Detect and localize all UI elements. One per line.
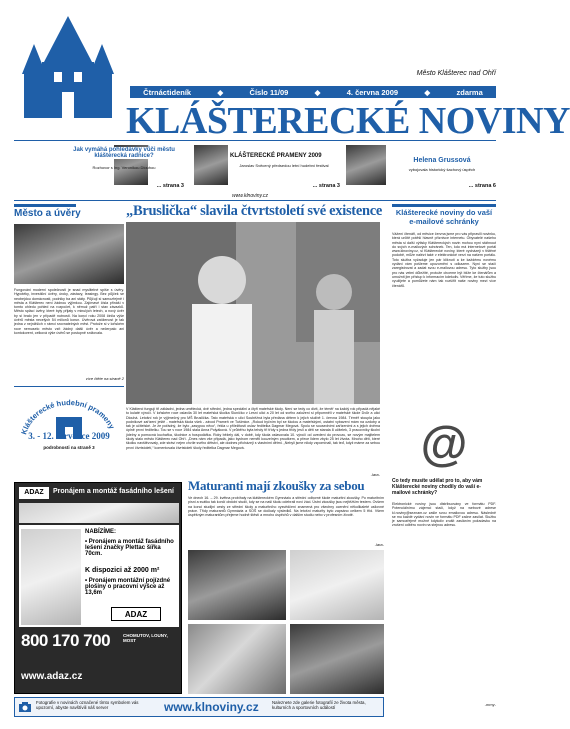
second-sign: -lara- — [374, 542, 384, 547]
second-photo-2 — [290, 550, 384, 620]
second-body: Ve dnech 16. – 29. května probíhaly na kláštereckém Gymnáziu a střední odborné škole maturitní zkoušky. Po maturitním písni a svátku tak končí období studií, kdy se na naši školu odebrali noví žáci. Ústní zkoušky jsou nejtěžším testem. Ovšem na konci studijní cesty ze střední školy a maturitního vysvědčení znamená pro všechny ocenění několikaleté usilovné práce. Třídy maturantů Gymnázia a SOŠ se dočkaly výsledků. Na letošní maturity bylo zapsáno celkem 5 tříd. Všem úspěšným maturantům přejeme hodně štěstí a mnoho úspěchů v dalším studiu nebo v profesním životě. — [188, 496, 384, 518]
left-column-header — [14, 204, 76, 207]
right-column-header — [392, 204, 496, 207]
bullet-icon: ◆ — [424, 87, 431, 97]
teaser-sub: vybojovala historický šachový úspěch — [408, 167, 476, 172]
second-headline: Maturanti mají zkoušky za sebou — [188, 478, 365, 493]
teaser-page: ... strana 3 — [156, 183, 184, 189]
teaser-sub: Rozhovor s Ing. Veronikou Dlouhou — [92, 165, 156, 170]
ad-brand-box: ADAZ — [111, 607, 161, 621]
price: zdarma — [456, 87, 483, 97]
right-column-title: Klášterecké noviny do vaší e-mailové schránky — [395, 208, 493, 226]
teaser-title: Helena Grussová — [413, 157, 471, 164]
teaser-sub: Jaroslav Svěcený předsedou letní hudební festival — [239, 163, 329, 168]
teaser-3[interactable] — [346, 145, 496, 191]
newspaper-title: KLÁŠTERECKÉ NOVINY — [126, 100, 570, 142]
ad-photo — [19, 503, 179, 523]
footer-right-text: Naleznete zde galerie fotografií ze života města, kulturních a sportovních událostí — [272, 700, 366, 710]
ad-item-1: • Pronájem a montáž fasádního lešení značky Plettac šířka 70cm. — [85, 539, 174, 557]
issue-date: 4. června 2009 — [346, 87, 399, 97]
ad-phone[interactable]: 800 170 700 — [21, 631, 111, 650]
email-graphic — [392, 420, 496, 476]
second-photo-3 — [188, 624, 286, 694]
ad-logo: ADAZ — [19, 487, 49, 499]
right-column-sign: -mmy- — [484, 702, 496, 707]
advertisement[interactable] — [14, 482, 182, 694]
festival-logo — [14, 386, 124, 458]
festival-arc-text: Klášterecké hudební prameny — [19, 398, 117, 436]
festival-dates: 3. - 12. července 2009 — [28, 431, 110, 441]
issue-number: Číslo 11/09 — [249, 87, 289, 97]
ad-scaffold-photo — [21, 529, 81, 625]
teaser-photo — [194, 145, 228, 185]
main-photo — [126, 222, 380, 404]
teaser-page: ... strana 3 — [312, 183, 340, 189]
teaser-1[interactable] — [14, 145, 184, 191]
second-photo-4 — [290, 624, 384, 694]
bullet-icon: ◆ — [314, 87, 321, 97]
footer-left-text: Fotografie v novinách označené tímto symbolem vás upozorní, abyste navštívili náš server — [36, 700, 139, 710]
right-column-answer: Elektronické noviny jsou distribuovány ve formátu PDF. Potenciálnímu zájemci stačí, když na webové adrese kl.noviny@seznam.cz zašle svou emailovou adresu. Následně se mu každé vydání novin ve formátu PDF začne zasílat. Službu je samozřejmě možné kdykoliv zrušit zasláním požadavku na zrušení odběru novin na stejnou adresu. — [392, 502, 496, 528]
frequency: Čtrnáctideník — [143, 87, 192, 97]
main-sign: -lara- — [370, 472, 380, 477]
teaser-title: KLÁŠTERECKÉ PRAMENY 2009 — [230, 153, 322, 159]
ad-nabizime: NABÍZÍME: — [85, 529, 116, 535]
ad-item-3: • Pronájem montážní pojízdné plošiny o pracovní výšce až 13,6m — [85, 578, 171, 596]
camera-icon — [18, 700, 32, 714]
main-headline: „Bruslička“ slavila čtvrtstoletí své existence — [126, 203, 383, 219]
teaser-title: Jak vymáhá pohledávky vůči městu klášterecká radnice? — [64, 147, 184, 159]
left-column-body: Fungování moderní společnosti je snad myslitelné spíše s úvěry. Hypotéky, investiční úvěry, úroky, zástavy, leasingy. Bez půjček se neobejdou domácnosti, podniky ba ani státy. Půjčují si samozřejmě i města a Klášterec není žádnou výjimkou. Zajímavé čísla přináší v tomto ohledu pohled na rozpočet, k němuž patří i stav závazků. Město splácí úvěry, které byly přijaty v minulých letech, a nový úvěr by si bralo jen v případě nutnosti. Na konci roku 2008 činila výše úvěrů města necelých 54 milionů korun. Úvěrová zatíženost je tak jedna z nejnižších v rámci srovnatelných měst. Protože si v loňském roce nemuselo město vzít žádný další úvěr a nečerpalo ani kontokorent, celková výše úvěrů se postupně snižovala. — [14, 288, 124, 335]
castle-logo — [14, 14, 122, 122]
city-name: Město Klášterec nad Ohří — [416, 70, 496, 77]
left-column-sign: více čtěte na straně 2 — [85, 376, 124, 381]
at-sign-icon: @ — [420, 418, 468, 471]
left-column-title: Město a úvěry — [14, 208, 81, 219]
teaser-photo — [346, 145, 386, 185]
ad-item-2: K dispozici až 2000 m² — [85, 567, 160, 574]
festival-more: podrobnosti na straně 3 — [43, 445, 95, 450]
teaser-page: ... strana 6 — [468, 183, 496, 189]
ad-title: Pronájem a montáž fasádního lešení — [53, 488, 174, 495]
left-column-photo — [14, 224, 124, 284]
ad-address: CHOMUTOV, LOUNY, MOST — [123, 633, 168, 643]
footer-url[interactable]: www.klnoviny.cz — [164, 700, 259, 714]
right-column-body: Vážení čtenáři, od měsíce června jsme pro vás připravili novinku, která určitě potěší hlavně příznivce internetu. Obyvatelé našeho města si další výtisky Kláštereckých novin mohou nyní stáhnout do svých e-mailových schránek. Ten, kdo má internetové portál www.klnoviny.cz, si Klášterecké noviny, které vycházejí v tištěné podobě, může nalézt také v elektronické verzi na našem portálu. Toto služba vyžaduje jen pár kliknutí a ke každému novému vydání vám pošleme upozornění s odkazem. Nyní se stačí zaregistrovat a zadat svou e-mailovou adresu. Tyto služby jsou pro nás velmi důležité, protože chceme být blíže ke čtenářům a umožnit jim přístup k informacím kdekoliv. Věříme, že tuto službu využijete a pomůžete nám tak rozšířit naše noviny mezi více čtenářů. — [392, 232, 496, 288]
second-photo-1 — [188, 550, 286, 620]
teaser-2[interactable] — [190, 145, 340, 191]
bullet-icon: ◆ — [217, 87, 224, 97]
main-body: V Klášterci fungují tři základní, jedna umělecká, dvě střední, jedna speciální a čtyři mateřské školy. Není se tedy co divit, že téměř na každý rok připadá nějaké to kulaté výročí. V loňském roce oslavila 30 let mateřská školka Sluníčko v Lesní ulici a 20 let od svého založení si připomněli v mateřské škole Dvůr a ulici Dlouhá. Letošní rok je výjimečný pro MŠ Bruslička. Tato mateřská v ulici Souběžná byla předána dětem k jejich službě 1. června 1984. Téměř stoupla jako podnikové zařízení ještě - mateřská škola všek - závod Prameň ve Tušimice. „Rokud byčním byl se školou a mateřskými, ostatní vybavení mám na ozdoby a tak je učitelské. Je že pořádný, že bylo „zasypou něco“, řekla u příležitosti oslav ředitelka Dagmar Megová. Spolu se sousedními zařízeními a s jejich dvěma úplně první ředitelku. Tou se v roce 1984 stala Anna Polyáková. V průběhu byla tehdy tři třídy s jedna třídy jeslí a dětí se starala 8 učitelek, 3 pracovníky školní jídelny a pomocná kuchařka, školnice a hospodářka. Roky běžely dál, v době, kdy škola oslavovala 10. výročí od uvedení do provozu, se novým majitelem školy stalo město Klášterec nad Ohří. „Dnes nám vše připadá, jako bychom neměli kouzelným proutkem, a přece lidem zbylo 25 let života. Mnoho dětí, které školku navštěvovaly, zde stráví nejen chvíle svého dětství, ale dodnes přicházejí s vlastními dětmi. „Nebyli jsme nikdy vzpomínali, tak teď, když máme za sebou první čtvrtstoletí,“ komentovala čtvrtstoletí školy ředitelka Dagmar Megová. — [126, 407, 380, 450]
ad-url[interactable]: www.adaz.cz — [21, 671, 83, 682]
right-column-question: Co tedy musíte udělat pro to, aby vám Klášterecké noviny chodily do vaší e-mailové schránky? — [392, 478, 483, 496]
issue-bar — [130, 86, 496, 98]
web-address-small[interactable]: www.klnoviny.cz — [232, 193, 269, 199]
